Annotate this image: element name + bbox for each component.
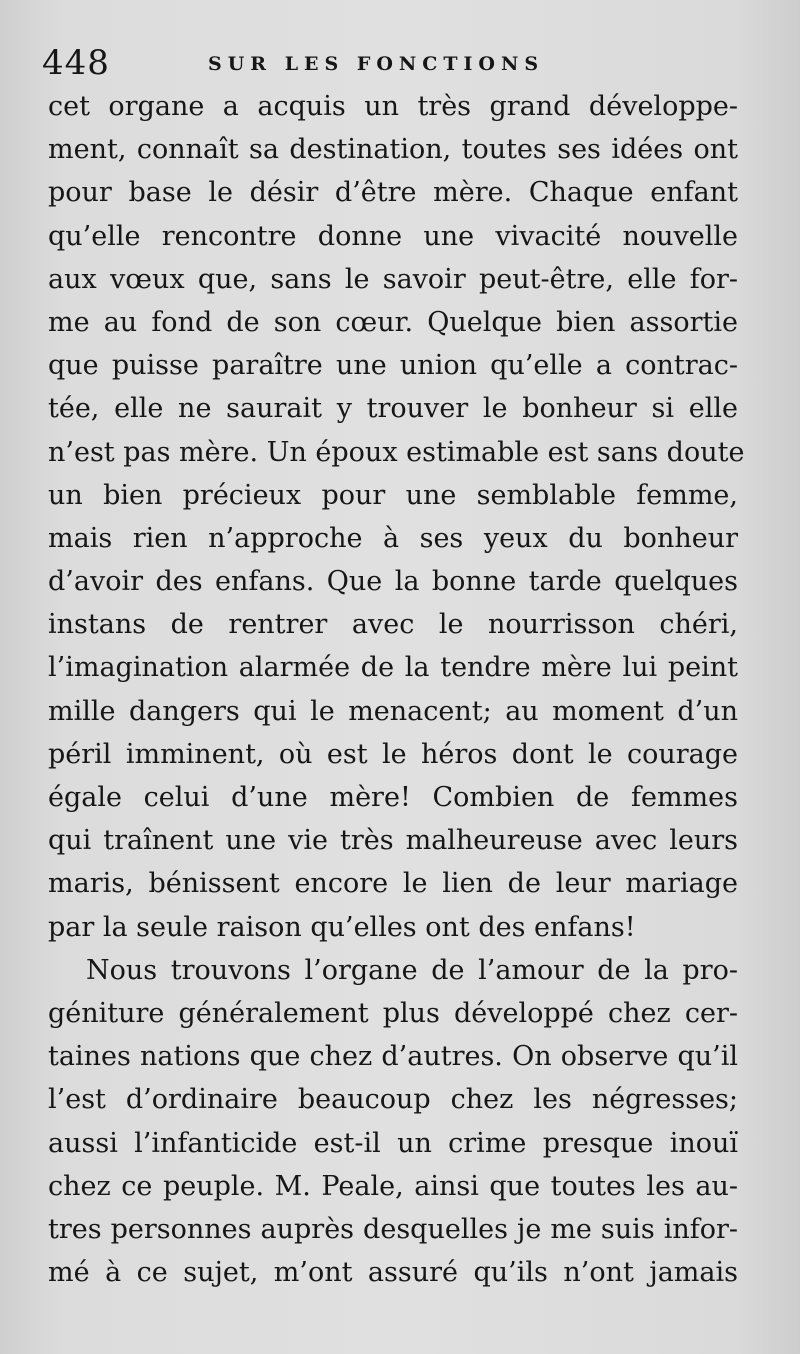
text-line: mille dangers qui le menacent; au moment d’un xyxy=(48,695,738,727)
text-line: mais rien n’approche à ses yeux du bonheur xyxy=(48,522,738,554)
text-line: instans de rentrer avec le nourrisson chéri, xyxy=(48,609,738,641)
text-line: tres personnes auprès desquelles je me suis infor- xyxy=(48,1213,738,1245)
text-line: que puisse paraître une union qu’elle a contrac- xyxy=(48,350,738,382)
text-line: par la seule raison qu’elles ont des enfans! xyxy=(48,911,636,943)
page-header xyxy=(42,38,742,88)
text-line: l’est d’ordinaire beaucoup chez les négresses; xyxy=(48,1084,738,1116)
text-line: me au fond de son cœur. Quelque bien assortie xyxy=(48,306,738,338)
text-line: n’est pas mère. Un époux estimable est sans doute xyxy=(48,436,745,468)
text-line: égale celui d’une mère! Combien de femmes xyxy=(48,782,738,813)
text-line: Nous trouvons l’organe de l’amour de la pro- xyxy=(86,954,738,986)
text-line: maris, bénissent encore le lien de leur mariage xyxy=(48,868,738,900)
text-line: aux vœux que, sans le savoir peut-être, elle for- xyxy=(48,263,738,295)
text-line: ment, connaît sa destination, toutes ses idées ont xyxy=(48,134,738,166)
page-number: 448 xyxy=(42,43,110,83)
body-text xyxy=(48,85,745,1294)
text-line: d’avoir des enfans. Que la bonne tarde quelques xyxy=(48,566,738,598)
text-line: pour base le désir d’être mère. Chaque enfant xyxy=(48,177,738,209)
text-line: chez ce peuple. M. Peale, ainsi que toutes les au- xyxy=(48,1170,738,1202)
running-head: SUR LES FONCTIONS xyxy=(208,53,545,75)
text-line: l’imagination alarmée de la tendre mère lui peint xyxy=(48,652,738,684)
text-line: cet organe a acquis un très grand développe- xyxy=(48,91,738,122)
text-line: péril imminent, où est le héros dont le courage xyxy=(48,738,738,770)
text-line: qui traînent une vie très malheureuse avec leurs xyxy=(48,825,738,857)
text-line: taines nations que chez d’autres. On observe qu’il xyxy=(48,1041,738,1073)
text-line: géniture généralement plus développé chez cer- xyxy=(48,997,738,1029)
text-line: qu’elle rencontre donne une vivacité nouvelle xyxy=(48,220,738,252)
text-line: mé à ce sujet, m’ont assuré qu’ils n’ont jamais xyxy=(48,1257,738,1289)
text-line: aussi l’infanticide est-il un crime presque inouï xyxy=(48,1127,738,1159)
text-line: un bien précieux pour une semblable femme, xyxy=(48,479,738,511)
text-line: tée, elle ne saurait y trouver le bonheur si elle xyxy=(48,393,738,425)
